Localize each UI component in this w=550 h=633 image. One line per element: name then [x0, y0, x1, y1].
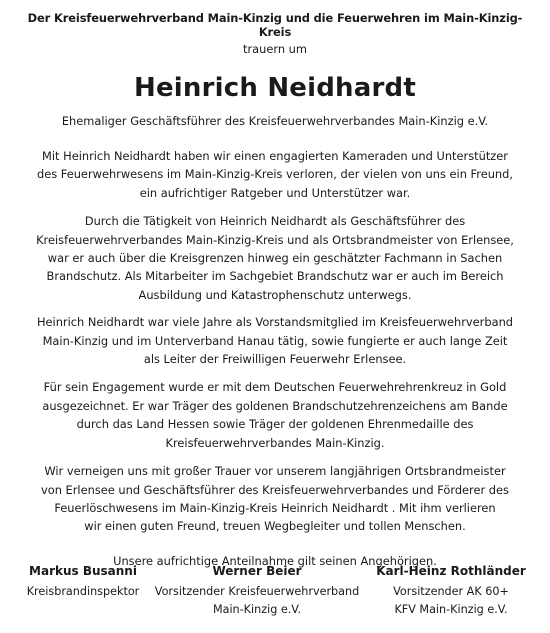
- paragraph-career: Durch die Tätigkeit von Heinrich Neidhardt als Geschäftsführer des Kreisfeuerwehrverbandes Main-Kinzig-Kreis und als Ortsbrandmeister von Erlensee, war er auch über die Kreisgrenzen hinweg ein geschätzter Fachmann in Sachen Brandschutz. Als Mitarbeiter im Sachgebiet Brandschutz war er auch im Bereich Ausbildung und Katastrophenschutz unterwegs.: [36, 214, 514, 302]
- header-mourn-text: trauern um: [243, 42, 307, 56]
- signature-title: Vorsitzender AK 60+ KFV Main-Kinzig e.V.: [393, 585, 509, 616]
- signature-right: [366, 563, 536, 618]
- signature-block: [0, 563, 550, 623]
- signature-title: Vorsitzender Kreisfeuerwehrverband Main-Kinzig e.V.: [154, 585, 360, 616]
- header-organizations: Der Kreisfeuerwehrverband Main-Kinzig und die Feuerwehren im Main-Kinzig-Kreis: [27, 11, 523, 39]
- deceased-role: Ehemaliger Geschäftsführer des Kreisfeuerwehrverbandes Main-Kinzig e.V.: [61, 114, 489, 128]
- paragraph-condolences: Unsere aufrichtige Anteilnahme gilt seinen Angehörigen.: [113, 553, 437, 568]
- paragraph-tribute: Mit Heinrich Neidhardt haben wir einen engagierten Kameraden und Unterstützer des Feuerwehrwesens im Main-Kinzig-Kreis verloren, der vielen von uns ein Freund, ein aufrichtiger Ratgeber und Unterstützer war.: [36, 149, 513, 200]
- signature-name: Markus Busanni: [29, 564, 137, 578]
- paragraph-board-membership: Heinrich Neidhardt war viele Jahre als Vorstandsmitglied im Kreisfeuerwehrverband Main-Kinzig und im Unterverband Hanau tätig, sowie fungierte er auch lange Zeit als Leiter der Freiwilligen Feuerwehr Erlensee.: [36, 315, 514, 367]
- signature-title: Kreisbrandinspektor: [26, 585, 140, 598]
- signature-name: Karl-Heinz Rothländer: [376, 564, 526, 578]
- paragraph-honors: Für sein Engagement wurde er mit dem Deutschen Feuerwehrehrenkreuz in Gold ausgezeichnet. Er war Träger des goldenen Brandschutzehrenzeichens am Bande durch das Land Hessen sowie Träger der goldenen Ehrenmedaille des Kreisfeuerwehrverbandes Main-Kinzig.: [42, 380, 508, 450]
- signature-left: [18, 563, 148, 601]
- signature-name: Werner Beier: [212, 564, 302, 578]
- signature-middle: [150, 563, 364, 618]
- paragraph-farewell: Wir verneigen uns mit großer Trauer vor unserem langjährigen Ortsbrandmeister von Erlensee und Geschäftsführer des Kreisfeuerwehrverbandes und Förderer des Feuerlöschwesens im Main-Kinzig-Kreis Heinrich Neidhardt . Mit ihm verlieren wir einen guten Freund, treuen Wegbegleiter und tollen Menschen.: [41, 464, 509, 534]
- deceased-name: Heinrich Neidhardt: [134, 73, 416, 103]
